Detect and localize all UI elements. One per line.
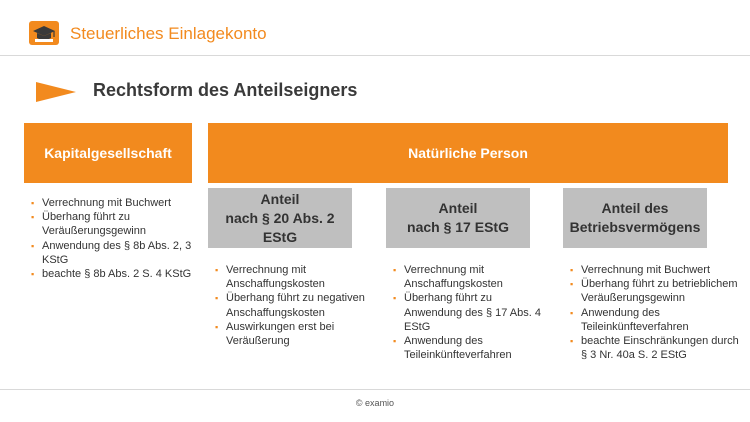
list-item: ▪ Verrechnung mit Buchwert <box>569 263 739 277</box>
column-title-line: Betriebsvermögens <box>569 219 701 235</box>
list-item: ▪ Verrechnung mit Anschaffungskosten <box>392 263 547 291</box>
anteil-17-header <box>386 188 530 248</box>
column-title-line: nach § 20 Abs. 2 EStG <box>225 209 335 245</box>
list-item: ▪ Überhang führt zu Anwendung des § 17 Abs. 4 EStG <box>392 291 547 334</box>
list-item: ▪ Verrechnung mit Buchwert <box>30 196 195 210</box>
list-item: ▪ Überhang führt zu negativen Anschaffungskosten <box>214 291 369 319</box>
list-item: ▪ Anwendung des Teileinkünfteverfahren <box>392 334 547 362</box>
betriebsvermoegen-bullets <box>569 263 739 362</box>
list-item: ▪ Anwendung des Teileinkünfteverfahren <box>569 306 739 334</box>
list-item: ▪ Verrechnung mit Anschaffungskosten <box>214 263 369 291</box>
kapitalgesellschaft-header: Kapitalgesellschaft <box>24 123 192 183</box>
anteil-20-header <box>208 188 352 248</box>
arrow-right-icon <box>36 82 76 102</box>
list-item: ▪ beachte Einschränkungen durch § 3 Nr. 40a S. 2 EStG <box>569 334 739 362</box>
anteil-17-bullets <box>392 263 547 362</box>
natuerliche-person-header: Natürliche Person <box>208 123 728 183</box>
list-item: ▪ Überhang führt zu Veräußerungsgewinn <box>30 210 195 238</box>
header <box>0 0 750 56</box>
kapitalgesellschaft-bullets <box>30 196 195 281</box>
list-item: ▪ Überhang führt zu betrieblichem Veräußerungsgewinn <box>569 277 739 305</box>
footer-copyright: © examio <box>355 398 395 408</box>
column-title-line: Anteil <box>438 200 478 216</box>
book-hat-icon <box>27 18 61 48</box>
betriebsvermoegen-header <box>563 188 707 248</box>
column-title-line: nach § 17 EStG <box>407 219 509 235</box>
app-title: Steuerliches Einlagekonto <box>70 24 267 43</box>
footer-divider <box>0 389 750 390</box>
section-title: Rechtsform des Anteilseigners <box>93 80 358 100</box>
list-item: ▪ Anwendung des § 8b Abs. 2, 3 KStG <box>30 239 195 267</box>
header-divider <box>0 55 750 56</box>
list-item: ▪ Auswirkungen erst bei Veräußerung <box>214 320 369 348</box>
anteil-20-bullets <box>214 263 369 348</box>
column-title-line: Anteil <box>260 190 300 207</box>
column-title-line: Anteil des <box>601 200 669 216</box>
list-item: ▪ beachte § 8b Abs. 2 S. 4 KStG <box>30 267 195 281</box>
